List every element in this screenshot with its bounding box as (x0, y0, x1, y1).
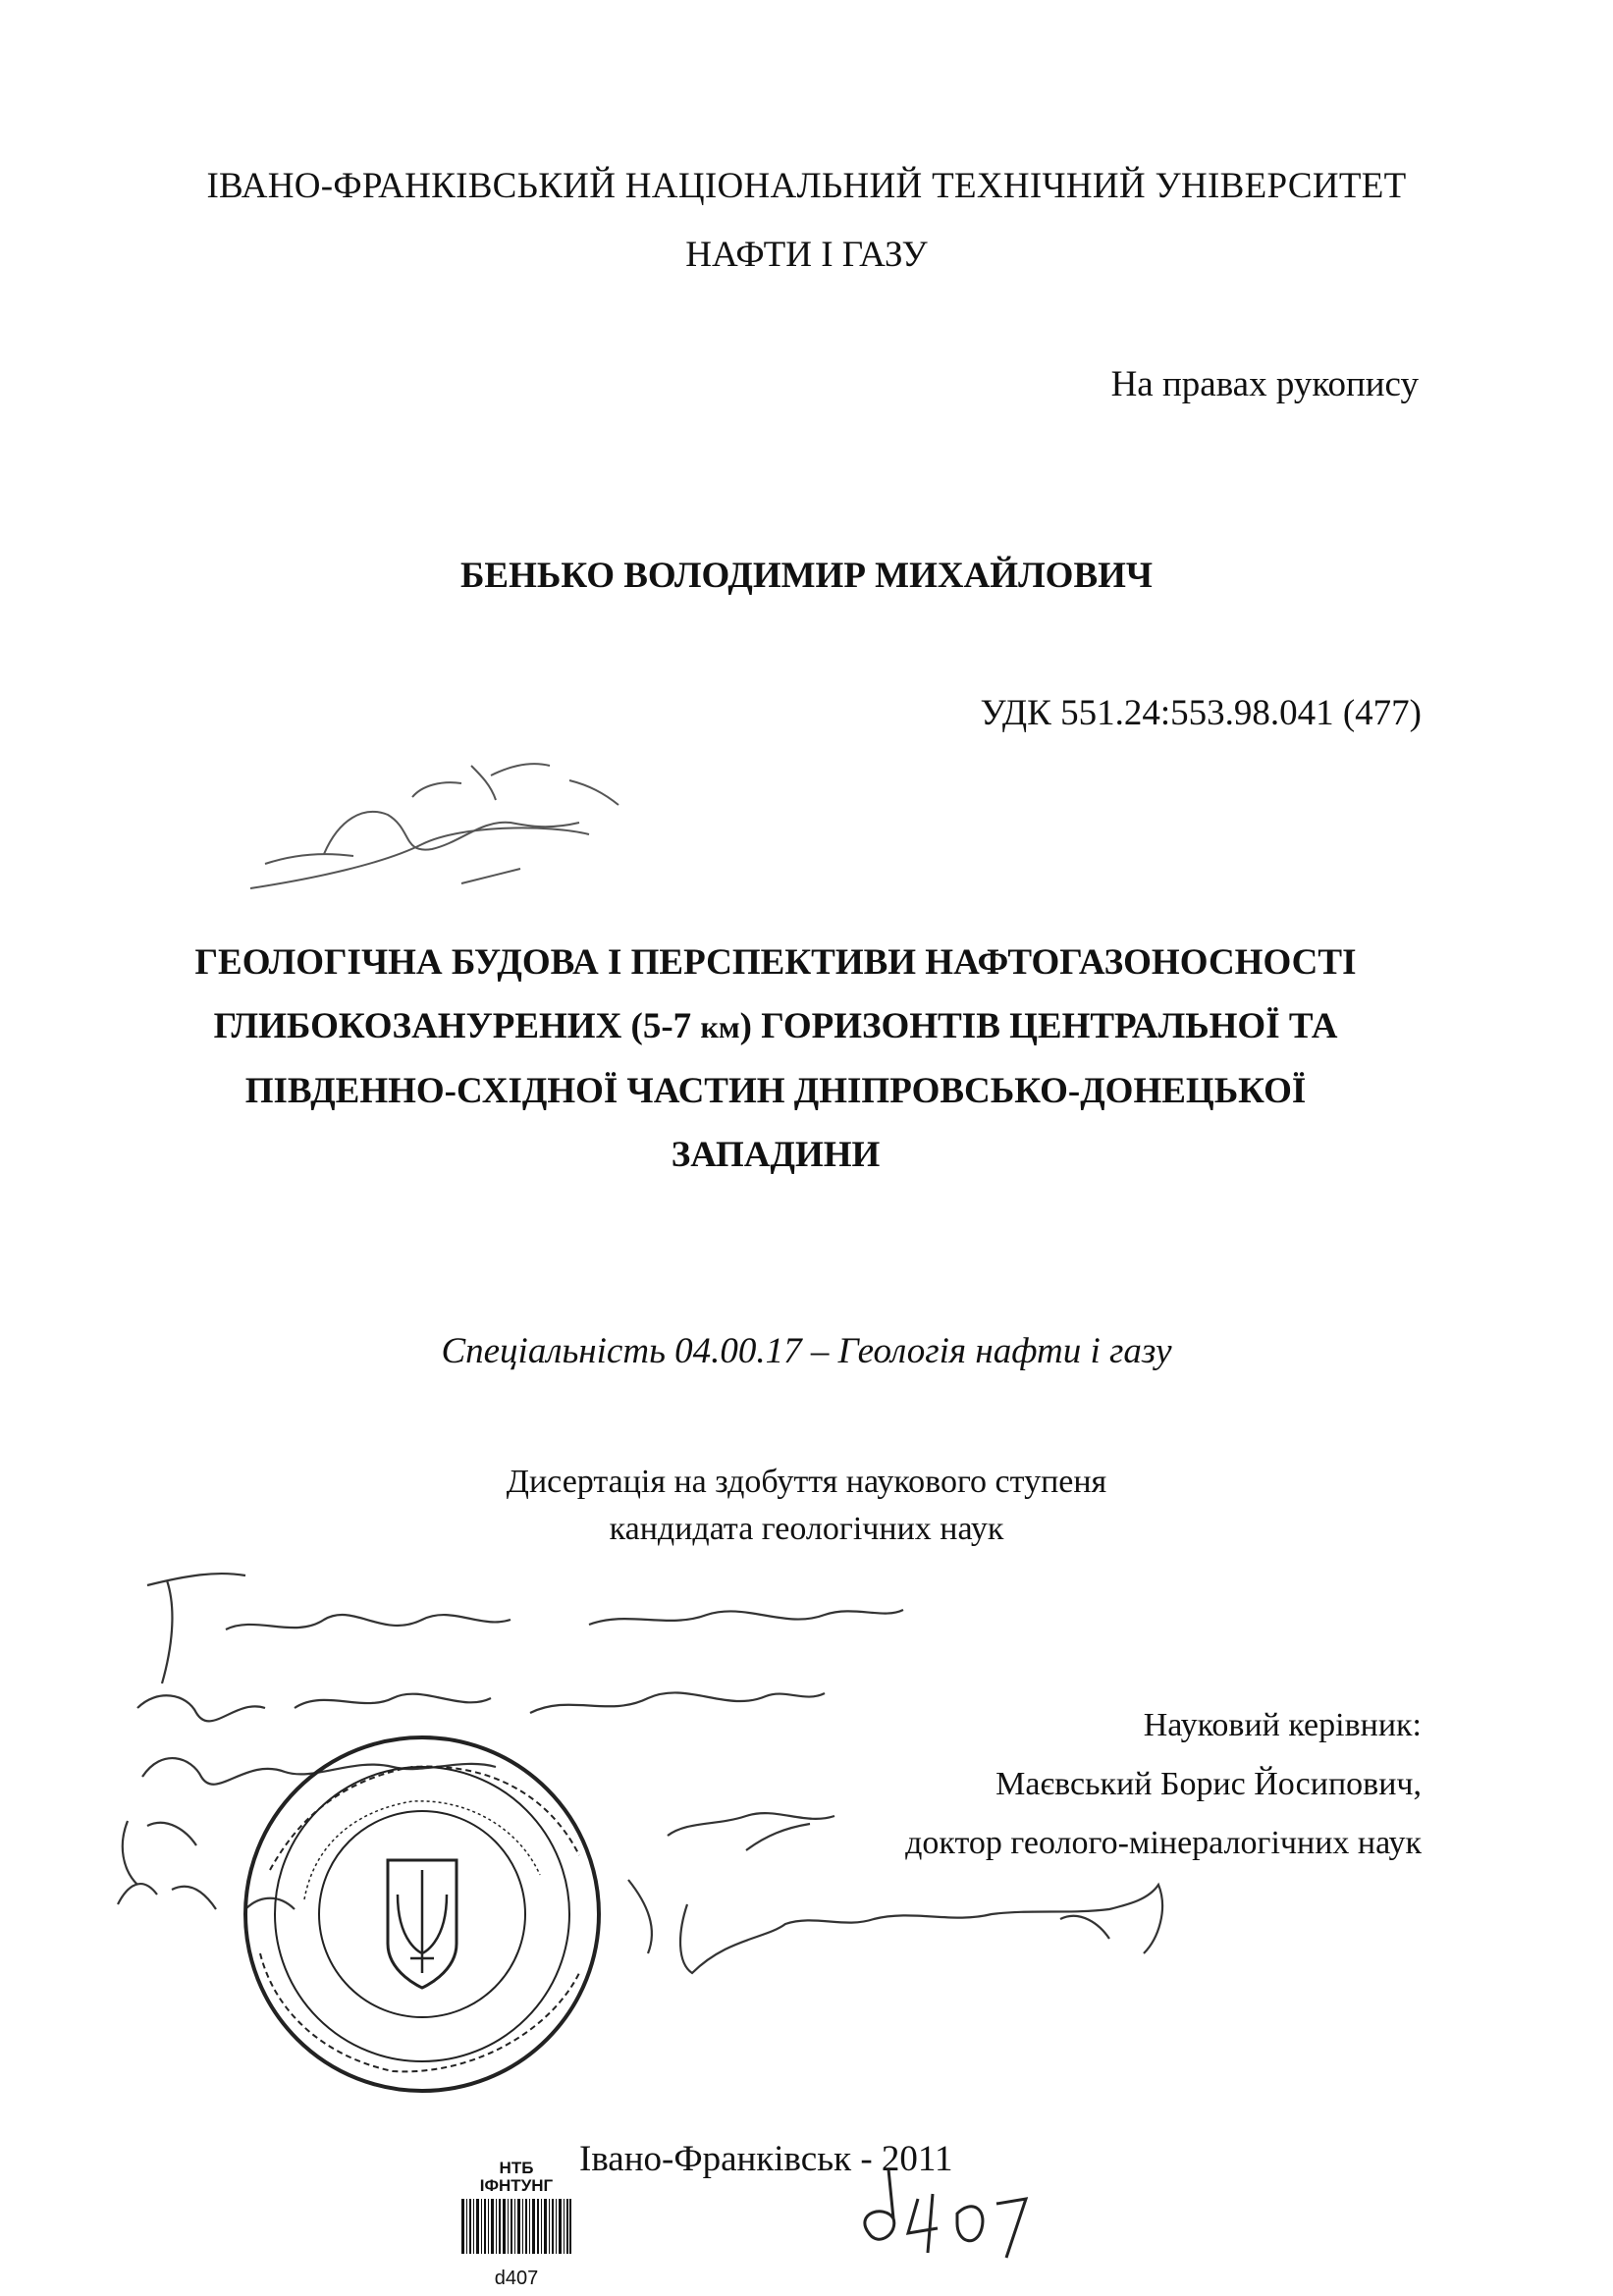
udk-code: УДК 551.24:553.98.041 (477) (980, 693, 1422, 733)
handwritten-code (865, 2169, 1026, 2258)
author-name: БЕНЬКО ВОЛОДИМИР МИХАЙЛОВИЧ (459, 556, 1154, 596)
barcode-number: d407 (494, 2268, 539, 2289)
degree-line-1: Дисертація на здобуття наукового ступеня (506, 1464, 1107, 1500)
university-name-line2: НАФТИ І ГАЗУ (685, 235, 928, 275)
title-line-4: ЗАПАДИНИ (671, 1135, 881, 1175)
title-line-3: ПІВДЕННО-СХІДНОЇ ЧАСТИН ДНІПРОВСЬКО-ДОНЕЦЬКОЇ (244, 1071, 1307, 1111)
title-line-2-part-a: ГЛИБОКОЗАНУРЕНИХ (5-7 (213, 1006, 701, 1046)
title-line-1: ГЕОЛОГІЧНА БУДОВА І ПЕРСПЕКТИВИ НАФТОГАЗОНОСНОСТІ (194, 942, 1357, 983)
city-year: Івано-Франківськ - 2011 (579, 2139, 953, 2179)
manuscript-note: На правах рукопису (1110, 364, 1419, 404)
title-line-2-unit: км (700, 1009, 740, 1044)
degree-line-2: кандидата геологічних наук (609, 1511, 1004, 1547)
supervisor-label: Науковий керівник: (1143, 1707, 1422, 1743)
supervisor-name: Маєвський Борис Йосипович, (995, 1766, 1422, 1802)
university-name-line1: ІВАНО-ФРАНКІВСЬКИЙ НАЦІОНАЛЬНИЙ ТЕХНІЧНИЙ УНІВЕРСИТЕТ (206, 166, 1407, 206)
university-seal (245, 1737, 599, 2091)
signature-top (250, 764, 618, 888)
library-stamp-line1: НТБ (499, 2159, 534, 2177)
library-stamp (457, 2160, 575, 2195)
supervisor-degree: доктор геолого-мінералогічних наук (905, 1825, 1422, 1861)
barcode (461, 2199, 571, 2254)
library-stamp-line2: ІФНТУНГ (479, 2176, 554, 2195)
specialty: Спеціальність 04.00.17 – Геологія нафти і газу (441, 1331, 1172, 1371)
title-line-2-part-b: ) ГОРИЗОНТІВ ЦЕНТРАЛЬНОЇ ТА (739, 1006, 1338, 1046)
